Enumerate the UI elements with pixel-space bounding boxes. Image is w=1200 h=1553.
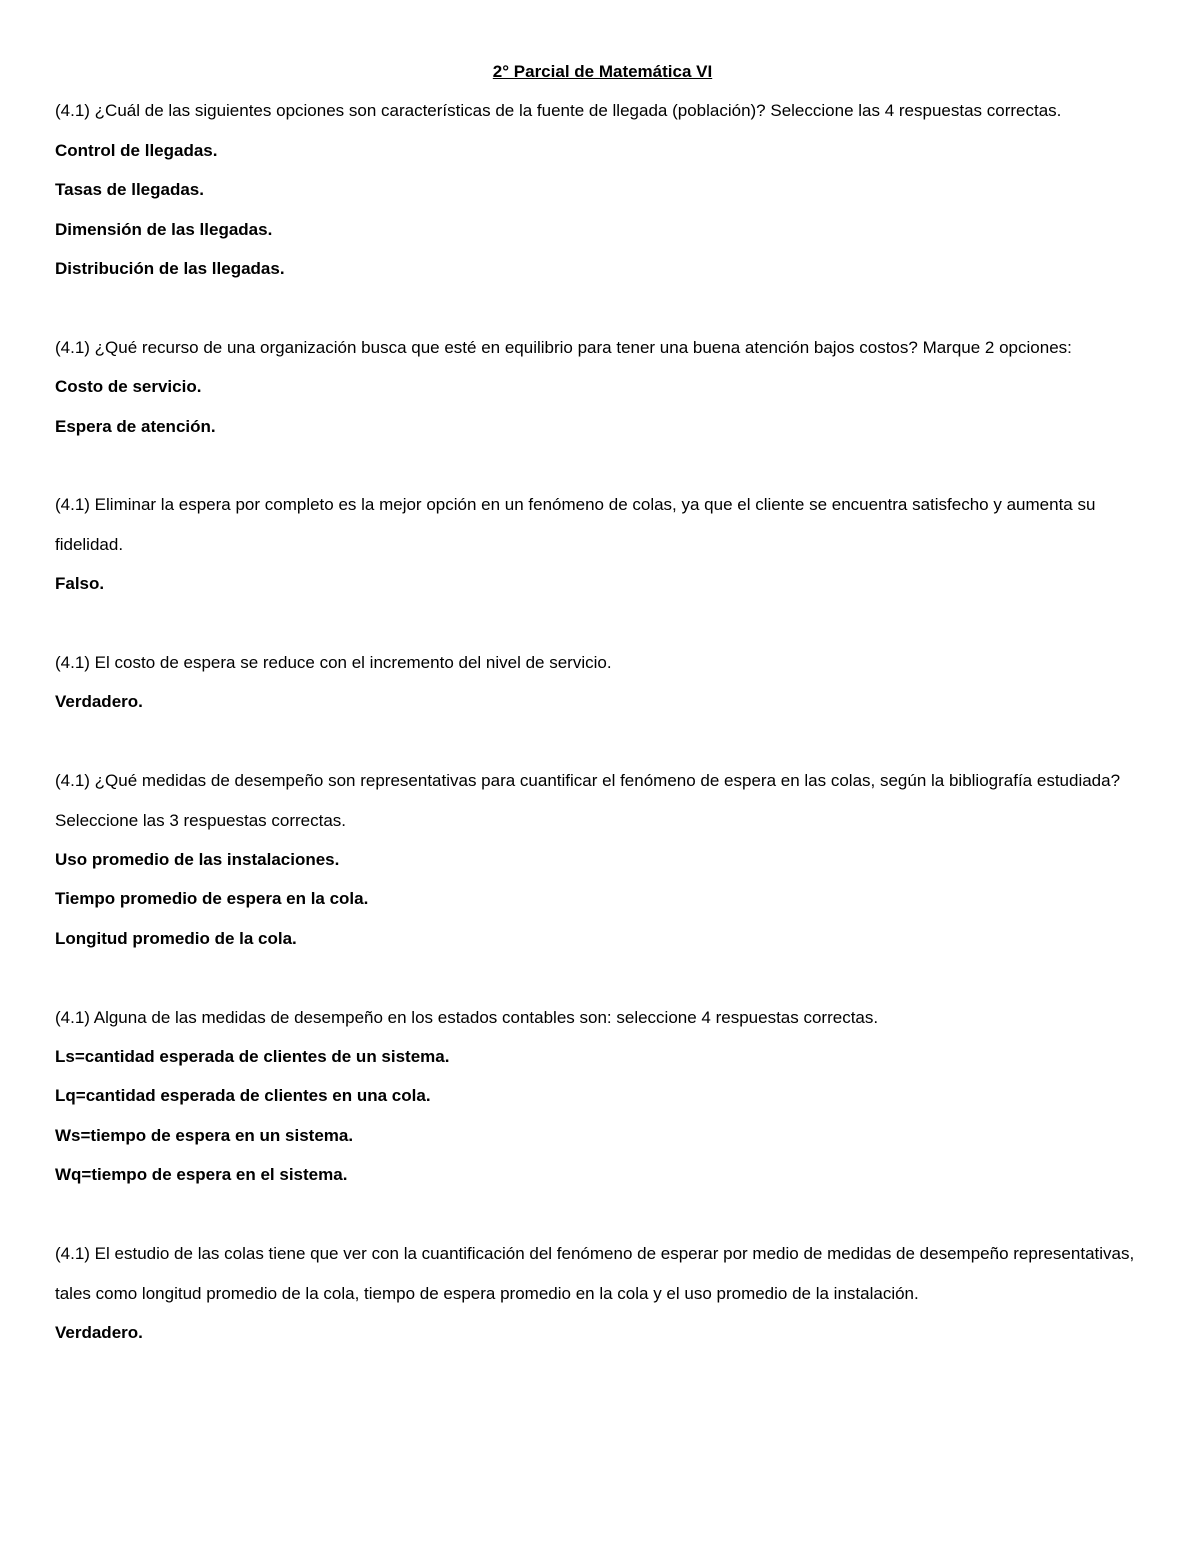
- answer-item: Ws=tiempo de espera en un sistema.: [55, 1125, 354, 1145]
- answer-item: Longitud promedio de la cola.: [55, 928, 297, 948]
- answer-item: Wq=tiempo de espera en el sistema.: [55, 1165, 348, 1185]
- question-text: (4.1) ¿Qué recurso de una organización busca que esté en equilibrio para tener una buena atención bajos costos? Marque 2 opciones:: [55, 337, 1072, 357]
- question-block-4: [55, 643, 1150, 722]
- answer-item: Falso.: [55, 574, 105, 594]
- question-text: (4.1) ¿Qué medidas de desempeño son representativas para cuantificar el fenómeno de espera en las colas, según la bibliografía estudiada? Seleccione las 3 respuestas correctas.: [55, 771, 1121, 830]
- question-text: (4.1) El estudio de las colas tiene que ver con la cuantificación del fenómeno de esperar por medio de medidas de desempeño representativas, tales como longitud promedio de la cola, tiempo de espera promedio en la cola y el uso promedio de la instalación.: [55, 1244, 1135, 1303]
- question-text: (4.1) Eliminar la espera por completo es la mejor opción en un fenómeno de colas, ya que el cliente se encuentra satisfecho y aumenta su fidelidad.: [55, 495, 1096, 554]
- spacer: [55, 288, 1150, 327]
- spacer: [55, 604, 1150, 643]
- question-block-5: [55, 761, 1150, 958]
- answer-item: Verdadero.: [55, 692, 143, 712]
- question-text: (4.1) El costo de espera se reduce con el incremento del nivel de servicio.: [55, 653, 612, 673]
- question-text: (4.1) ¿Cuál de las siguientes opciones son características de la fuente de llegada (población)? Seleccione las 4 respuestas correctas.: [55, 101, 1062, 121]
- question-block-6: [55, 998, 1150, 1195]
- answer-item: Dimensión de las llegadas.: [55, 219, 273, 239]
- spacer: [55, 446, 1150, 485]
- answer-item: Distribución de las llegadas.: [55, 259, 285, 279]
- answer-item: Espera de atención.: [55, 416, 216, 436]
- spacer: [55, 722, 1150, 761]
- answer-item: Ls=cantidad esperada de clientes de un sistema.: [55, 1047, 450, 1067]
- answer-item: Control de llegadas.: [55, 140, 218, 160]
- answer-item: Tiempo promedio de espera en la cola.: [55, 889, 369, 909]
- answer-item: Uso promedio de las instalaciones.: [55, 850, 340, 870]
- answer-item: Verdadero.: [55, 1322, 143, 1342]
- document-title: 2° Parcial de Matemática VI: [492, 62, 713, 81]
- question-block-7: [55, 1234, 1150, 1352]
- question-block-3: [55, 485, 1150, 603]
- document-page: [55, 52, 1150, 1352]
- answer-item: Costo de servicio.: [55, 377, 202, 397]
- question-block-2: [55, 328, 1150, 446]
- question-block-1: [55, 91, 1150, 288]
- answer-item: Tasas de llegadas.: [55, 180, 204, 200]
- spacer: [55, 1195, 1150, 1234]
- spacer: [55, 958, 1150, 997]
- answer-item: Lq=cantidad esperada de clientes en una cola.: [55, 1086, 431, 1106]
- question-text: (4.1) Alguna de las medidas de desempeño en los estados contables son: seleccione 4 respuestas correctas.: [55, 1007, 879, 1027]
